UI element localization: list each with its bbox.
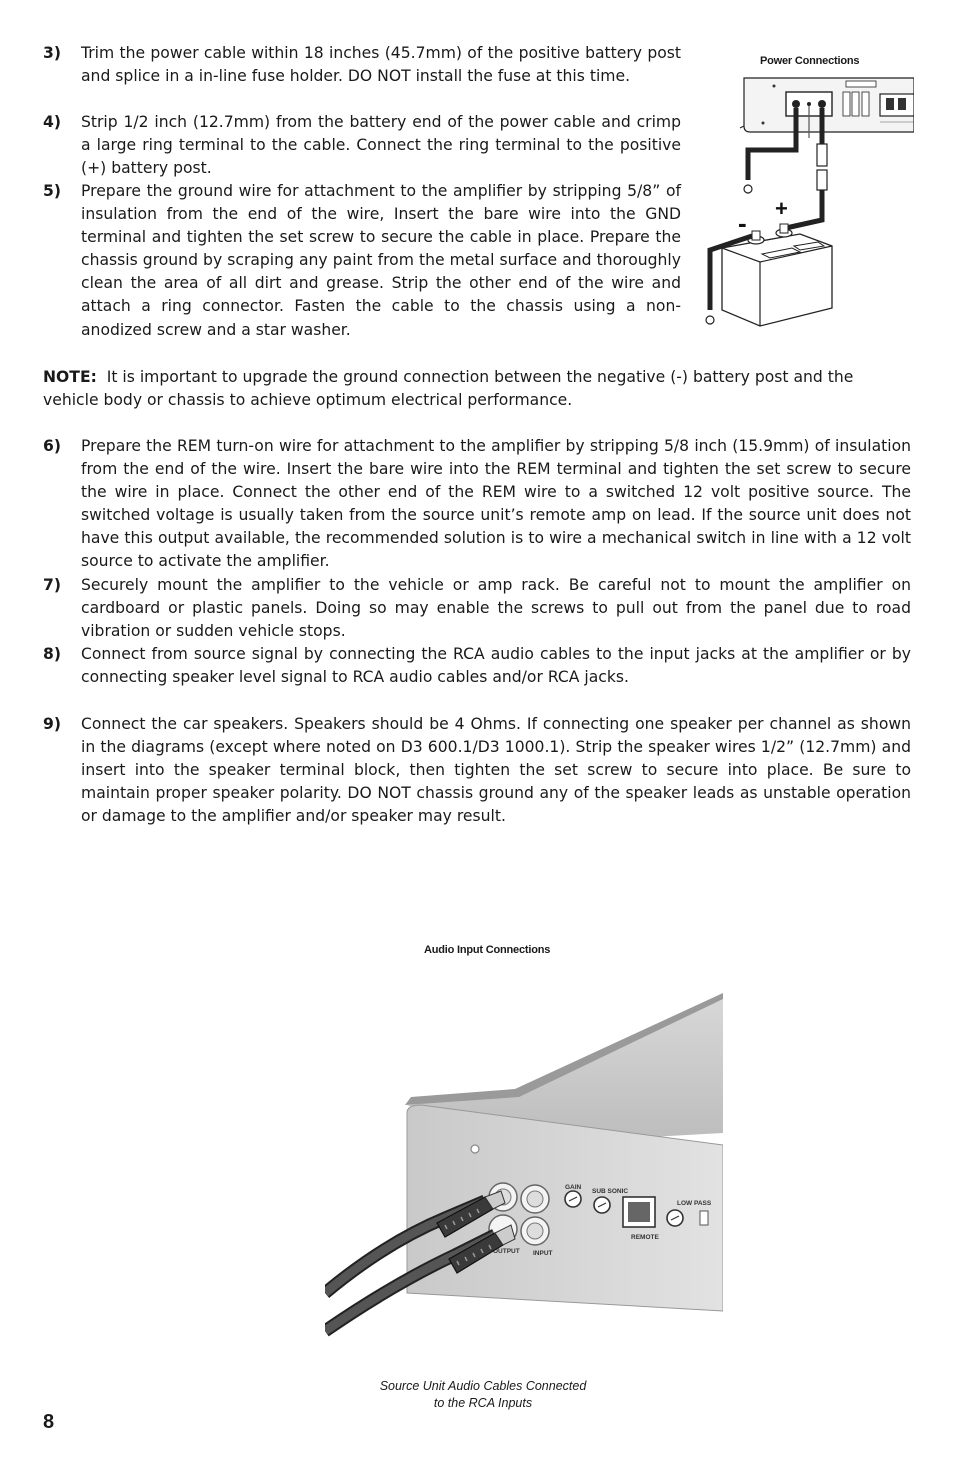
input-label: INPUT [533, 1250, 553, 1257]
step-9 [43, 713, 911, 828]
power-figure-title: Power Connections [760, 55, 860, 67]
step-text: Trim the power cable within 18 inches (45.7mm) of the positive battery post and splice in a in-line fuse holder. DO NOT install the fuse at this time. [81, 44, 681, 86]
audio-input-diagram [325, 993, 723, 1348]
step-3 [43, 42, 681, 88]
caption-line-2: to the RCA Inputs [433, 1396, 533, 1410]
step-4 [43, 111, 681, 180]
lowpass-label: LOW PASS [677, 1200, 712, 1207]
gain-label: GAIN [565, 1184, 582, 1191]
note-label: NOTE: [43, 368, 97, 386]
step-7 [43, 574, 911, 643]
step-text: Prepare the REM turn-on wire for attachment to the amplifier by stripping 5/8 inch (15.9mm) of insulation from the end of the wire. Insert the bare wire into the REM terminal and tighten the set screw to secure the wire in place. Connect the other end of the REM wire to a switched 12 volt positive source. The switched voltage is usually taken from the source unit’s remote amp on lead. If the source unit does not have this output available, the recommended solution is to wire a mechanical switch in line with a 12 volt source to activate the amplifier. [81, 437, 911, 571]
step-number: 7) [43, 576, 61, 594]
step-number: 8) [43, 645, 61, 663]
remote-label: REMOTE [631, 1234, 659, 1241]
positive-terminal-sign: + [775, 196, 788, 221]
step-6 [43, 435, 911, 574]
step-number: 4) [43, 113, 61, 131]
step-number: 9) [43, 715, 61, 733]
step-5 [43, 180, 681, 342]
step-8 [43, 643, 911, 689]
power-connections-diagram [700, 70, 914, 332]
step-number: 3) [43, 44, 61, 62]
output-label: OUTPUT [493, 1248, 520, 1255]
page-number: 8 [43, 1411, 55, 1433]
note-paragraph [43, 366, 911, 412]
step-number: 6) [43, 437, 61, 455]
audio-figure-caption [330, 1378, 636, 1412]
step-text: Securely mount the amplifier to the vehicle or amp rack. Be careful not to mount the amplifier on cardboard or plastic panels. Doing so may enable the screws to pull out from the panel due to road vibration or sudden vehicle stops. [81, 576, 911, 641]
step-text: Prepare the ground wire for attachment to the amplifier by stripping 5/8” of insulation from the end of the wire, Insert the bare wire into the GND terminal and tighten the set screw to secure the cable in place. Prepare the chassis ground by scraping any paint from the metal surface and thoroughly clean the area of all dirt and grease. Strip the other end of the wire and attach a ring connector. Fasten the cable to the chassis using a non-anodized screw and a star washer. [81, 182, 681, 339]
audio-figure-title: Audio Input Connections [424, 944, 551, 956]
step-text: Strip 1/2 inch (12.7mm) from the battery end of the power cable and crimp a large ring terminal to the cable. Connect the ring terminal to the positive (+) battery post. [81, 113, 681, 178]
step-text: Connect from source signal by connecting the RCA audio cables to the input jacks at the amplifier or by connecting speaker level signal to RCA audio cables and/or RCA jacks. [81, 645, 911, 687]
subsonic-label: SUB SONIC [592, 1188, 629, 1195]
note-text: It is important to upgrade the ground connection between the negative (-) battery post and the vehicle body or chassis to achieve optimum electrical performance. [43, 368, 854, 410]
caption-line-1: Source Unit Audio Cables Connected [379, 1379, 587, 1393]
step-number: 5) [43, 182, 61, 200]
step-text: Connect the car speakers. Speakers should be 4 Ohms. If connecting one speaker per channel as shown in the diagrams (except where noted on D3 600.1/D3 1000.1). Strip the speaker wires 1/2” (12.7mm) and insert into the speaker terminal block, then tighten the set screw to secure into place. Be sure to maintain proper speaker polarity. DO NOT chassis ground any of the speaker leads as unstable operation or damage to the amplifier and/or speaker may result. [81, 715, 911, 826]
negative-terminal-sign: - [738, 208, 747, 238]
